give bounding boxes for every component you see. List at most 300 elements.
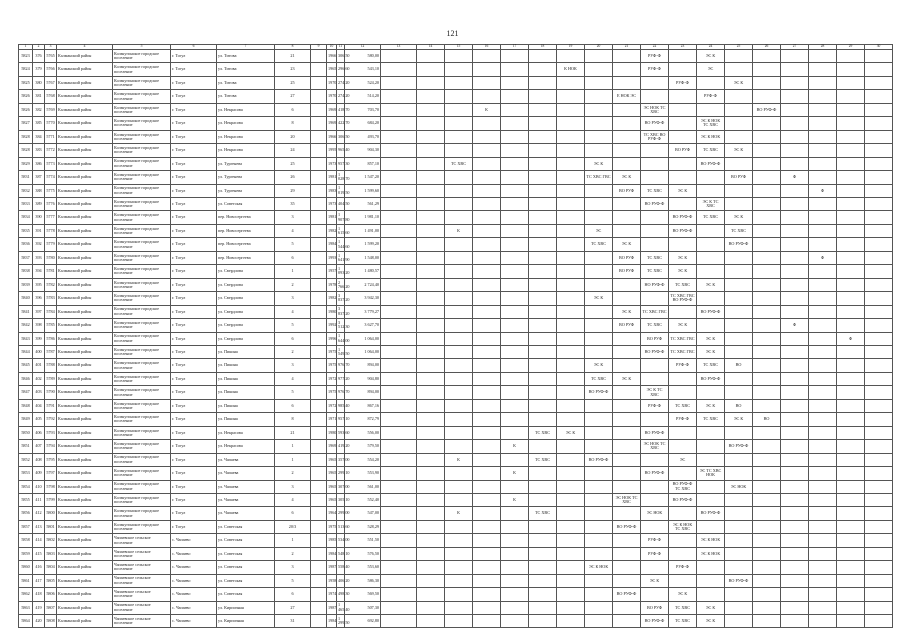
- table-cell: 904,80: [345, 372, 381, 385]
- table-cell: [865, 574, 893, 587]
- table-cell: ВО: [753, 413, 781, 426]
- table-cell: [311, 278, 327, 291]
- table-cell: [529, 50, 557, 63]
- table-cell: [613, 399, 641, 412]
- table-cell: [809, 507, 837, 520]
- table-cell: Калманский район: [57, 359, 113, 372]
- table-cell: [613, 615, 641, 628]
- table-cell: 507,30: [345, 601, 381, 614]
- table-cell: [501, 588, 529, 601]
- table-cell: [557, 601, 585, 614]
- table-cell: 3 837,20: [337, 292, 345, 305]
- table-cell: [585, 265, 613, 278]
- table-cell: [725, 467, 753, 480]
- table-cell: 5831: [19, 171, 33, 184]
- table-cell: [669, 534, 697, 547]
- table-cell: ЭС К: [697, 278, 725, 291]
- table-cell: [585, 278, 613, 291]
- table-cell: [781, 90, 809, 103]
- table-cell: [837, 144, 865, 157]
- table-cell: [697, 171, 725, 184]
- table-cell: Калманский район: [57, 601, 113, 614]
- table-cell: ул. Советская: [217, 520, 275, 533]
- table-cell: [417, 197, 445, 210]
- table-cell: [557, 319, 585, 332]
- table-row: [19, 588, 893, 601]
- table-cell: [311, 345, 327, 358]
- table-cell: с. Чапаево: [171, 574, 217, 587]
- table-cell: [381, 453, 417, 466]
- table-cell: [445, 426, 473, 439]
- table-cell: [725, 345, 753, 358]
- table-cell: [641, 90, 669, 103]
- table-cell: 5860: [19, 561, 33, 574]
- table-cell: [311, 251, 327, 264]
- table-cell: 5828: [19, 144, 33, 157]
- table-cell: г. Тогул: [171, 440, 217, 453]
- table-cell: [865, 601, 893, 614]
- table-cell: [809, 265, 837, 278]
- table-cell: 296,60: [337, 63, 345, 76]
- table-cell: [809, 278, 837, 291]
- table-cell: [417, 372, 445, 385]
- table-cell: 524,20: [345, 76, 381, 89]
- table-cell: 1957: [327, 265, 337, 278]
- table-cell: [781, 547, 809, 560]
- table-cell: [809, 305, 837, 318]
- table-cell: [641, 144, 669, 157]
- table-cell: 5787: [45, 345, 57, 358]
- table-cell: 1 615,60: [337, 224, 345, 237]
- table-cell: 556,00: [345, 426, 381, 439]
- table-cell: 21: [275, 426, 311, 439]
- table-cell: [473, 345, 501, 358]
- table-cell: ЭС К ТС ХВС: [697, 197, 725, 210]
- table-row: [19, 305, 893, 318]
- table-cell: ТС ХВС ВО РУФ-Ф: [641, 130, 669, 143]
- table-cell: [473, 453, 501, 466]
- table-cell: [473, 480, 501, 493]
- table-cell: [613, 601, 641, 614]
- table-cell: [381, 359, 417, 372]
- table-cell: [473, 359, 501, 372]
- table-cell: [837, 615, 865, 628]
- table-cell: РУФ-Ф: [641, 534, 669, 547]
- table-cell: [613, 103, 641, 116]
- table-cell: 1: [275, 440, 311, 453]
- table-cell: [501, 615, 529, 628]
- table-cell: г. Тогул: [171, 117, 217, 130]
- table-row: [19, 184, 893, 197]
- table-cell: ТС ХВС: [641, 184, 669, 197]
- table-cell: [725, 305, 753, 318]
- table-cell: 579,50: [345, 440, 381, 453]
- table-cell: 385: [33, 117, 45, 130]
- table-cell: [445, 103, 473, 116]
- table-cell: 401: [33, 359, 45, 372]
- table-cell: ЭС К: [669, 265, 697, 278]
- table-cell: ТС ХВС: [585, 372, 613, 385]
- table-cell: 404: [33, 399, 45, 412]
- table-cell: 398: [33, 319, 45, 332]
- table-cell: [501, 574, 529, 587]
- table-cell: 1 465,40: [337, 601, 345, 614]
- table-cell: 406: [33, 426, 45, 439]
- table-cell: 5783: [45, 292, 57, 305]
- table-cell: [557, 413, 585, 426]
- table-row: [19, 574, 893, 587]
- table-cell: ЭС К: [697, 332, 725, 345]
- table-cell: [753, 507, 781, 520]
- table-cell: г. Тогул: [171, 480, 217, 493]
- table-cell: [529, 278, 557, 291]
- table-cell: 684,20: [345, 117, 381, 130]
- table-cell: [697, 426, 725, 439]
- table-cell: [501, 265, 529, 278]
- table-cell: [381, 493, 417, 506]
- table-cell: [641, 171, 669, 184]
- table-cell: [697, 224, 725, 237]
- table-cell: [417, 305, 445, 318]
- table-cell: [865, 345, 893, 358]
- table-cell: [781, 50, 809, 63]
- table-cell: [445, 197, 473, 210]
- table-cell: [311, 144, 327, 157]
- table-cell: [585, 184, 613, 197]
- table-cell: г. Тогул: [171, 426, 217, 439]
- table-cell: [809, 130, 837, 143]
- table-cell: 5837: [19, 251, 33, 264]
- table-cell: 5806: [45, 588, 57, 601]
- table-cell: [311, 171, 327, 184]
- table-cell: ВО РУФ-Ф: [697, 372, 725, 385]
- table-cell: [613, 453, 641, 466]
- table-cell: [585, 534, 613, 547]
- table-cell: [781, 399, 809, 412]
- table-cell: 1972: [327, 399, 337, 412]
- table-row: [19, 130, 893, 143]
- table-cell: [753, 480, 781, 493]
- column-number-cell: 18: [529, 45, 557, 50]
- table-cell: [501, 238, 529, 251]
- table-cell: [417, 426, 445, 439]
- table-cell: 417: [33, 574, 45, 587]
- table-cell: [781, 561, 809, 574]
- table-cell: 4: [275, 372, 311, 385]
- table-cell: [613, 534, 641, 547]
- table-cell: [837, 224, 865, 237]
- table-cell: [445, 305, 473, 318]
- table-cell: г. Тогул: [171, 467, 217, 480]
- table-cell: [837, 171, 865, 184]
- table-cell: [865, 224, 893, 237]
- table-cell: [697, 103, 725, 116]
- table-cell: 5804: [45, 561, 57, 574]
- table-cell: 3 779,27: [345, 305, 381, 318]
- table-cell: Ф: [809, 184, 837, 197]
- table-cell: [809, 319, 837, 332]
- table-cell: К: [501, 467, 529, 480]
- table-cell: 418,70: [337, 103, 345, 116]
- table-cell: 2: [275, 467, 311, 480]
- table-cell: ВО РУФ-Ф: [613, 588, 641, 601]
- table-cell: с. Чапаево: [171, 588, 217, 601]
- table-cell: [781, 184, 809, 197]
- table-cell: 5850: [19, 426, 33, 439]
- table-cell: г. Тогул: [171, 224, 217, 237]
- table-cell: [417, 103, 445, 116]
- table-cell: 6: [275, 399, 311, 412]
- table-cell: 5842: [19, 319, 33, 332]
- table-row: [19, 359, 893, 372]
- table-cell: [557, 251, 585, 264]
- table-cell: Кольчугинское городское поселение: [113, 224, 171, 237]
- table-cell: г. Тогул: [171, 157, 217, 170]
- table-cell: [865, 426, 893, 439]
- table-cell: 1985: [327, 534, 337, 547]
- table-cell: [585, 615, 613, 628]
- table-cell: [381, 197, 417, 210]
- table-cell: [753, 386, 781, 399]
- table-cell: 547,00: [345, 507, 381, 520]
- table-cell: Калманский район: [57, 90, 113, 103]
- table-cell: [501, 547, 529, 560]
- table-cell: 1 599,20: [345, 238, 381, 251]
- table-cell: 894,00: [345, 359, 381, 372]
- table-cell: [445, 467, 473, 480]
- table-cell: [837, 372, 865, 385]
- table-row: [19, 386, 893, 399]
- table-cell: [697, 453, 725, 466]
- table-cell: 1 549,50: [337, 345, 345, 358]
- table-cell: 957,10: [337, 413, 345, 426]
- table-cell: 299,10: [337, 467, 345, 480]
- table-cell: 5767: [45, 76, 57, 89]
- table-cell: 5854: [19, 480, 33, 493]
- table-cell: ЭС ТС ХВС НОК: [697, 467, 725, 480]
- table-cell: [613, 413, 641, 426]
- table-cell: 392: [33, 238, 45, 251]
- table-cell: [641, 292, 669, 305]
- table-cell: [585, 588, 613, 601]
- table-cell: [529, 332, 557, 345]
- table-cell: [837, 292, 865, 305]
- table-cell: [311, 265, 327, 278]
- table-cell: [669, 63, 697, 76]
- column-number-cell: 21: [613, 45, 641, 50]
- table-cell: [725, 63, 753, 76]
- table-cell: 5808: [45, 615, 57, 628]
- table-cell: [417, 184, 445, 197]
- table-cell: [669, 90, 697, 103]
- table-cell: [669, 574, 697, 587]
- table-cell: [557, 467, 585, 480]
- table-cell: [865, 90, 893, 103]
- table-cell: 390: [33, 211, 45, 224]
- table-cell: [865, 386, 893, 399]
- table-cell: 1965: [327, 467, 337, 480]
- table-cell: 26: [275, 171, 311, 184]
- table-cell: [585, 319, 613, 332]
- table-cell: [725, 332, 753, 345]
- table-cell: [753, 359, 781, 372]
- table-cell: 1987: [327, 561, 337, 574]
- table-cell: [809, 171, 837, 184]
- table-cell: ул. Некрасова: [217, 144, 275, 157]
- table-cell: 5826: [19, 90, 33, 103]
- table-cell: 1 064,00: [345, 332, 381, 345]
- table-cell: [781, 493, 809, 506]
- table-cell: [781, 615, 809, 628]
- table-cell: [585, 332, 613, 345]
- table-cell: [641, 238, 669, 251]
- table-cell: г. Тогул: [171, 197, 217, 210]
- table-cell: [501, 386, 529, 399]
- table-cell: г. Тогул: [171, 238, 217, 251]
- table-cell: [445, 238, 473, 251]
- table-cell: [381, 224, 417, 237]
- table-cell: г. Тогул: [171, 332, 217, 345]
- table-cell: [417, 211, 445, 224]
- table-cell: [311, 130, 327, 143]
- table-cell: 419: [33, 601, 45, 614]
- table-cell: [381, 480, 417, 493]
- table-cell: [445, 265, 473, 278]
- table-cell: [837, 574, 865, 587]
- table-cell: [501, 184, 529, 197]
- table-cell: 5844: [19, 345, 33, 358]
- table-cell: [697, 574, 725, 587]
- table-cell: [809, 493, 837, 506]
- table-cell: г. Тогул: [171, 265, 217, 278]
- table-row: [19, 251, 893, 264]
- table-cell: [641, 211, 669, 224]
- table-cell: 5792: [45, 413, 57, 426]
- table-cell: [753, 372, 781, 385]
- table-cell: [865, 359, 893, 372]
- housing-register-table: [18, 44, 893, 628]
- table-cell: 1 019,50: [337, 184, 345, 197]
- table-cell: 1981: [327, 211, 337, 224]
- table-cell: 381: [33, 90, 45, 103]
- table-cell: [753, 319, 781, 332]
- table-cell: [473, 157, 501, 170]
- table-cell: [725, 251, 753, 264]
- table-cell: ТС ХВС: [641, 251, 669, 264]
- table-cell: ЭС К: [725, 76, 753, 89]
- table-row: [19, 117, 893, 130]
- table-cell: 379: [33, 63, 45, 76]
- table-cell: 5851: [19, 440, 33, 453]
- table-row: [19, 224, 893, 237]
- table-cell: [613, 278, 641, 291]
- table-cell: [501, 601, 529, 614]
- table-cell: ул. Тургенева: [217, 171, 275, 184]
- table-cell: Калманский район: [57, 197, 113, 210]
- table-cell: [585, 50, 613, 63]
- table-cell: 2: [275, 547, 311, 560]
- table-cell: [865, 50, 893, 63]
- table-cell: [417, 130, 445, 143]
- table-cell: [557, 386, 585, 399]
- table-cell: [529, 359, 557, 372]
- table-cell: [781, 534, 809, 547]
- table-cell: 1971: [327, 413, 337, 426]
- table-cell: [529, 251, 557, 264]
- table-cell: [753, 305, 781, 318]
- table-cell: г. Тогул: [171, 453, 217, 466]
- table-cell: ул. Пикина: [217, 345, 275, 358]
- table-cell: 1970: [327, 90, 337, 103]
- table-cell: 857,10: [345, 157, 381, 170]
- table-cell: [445, 561, 473, 574]
- table-cell: 569,50: [345, 588, 381, 601]
- table-cell: 5853: [19, 467, 33, 480]
- table-cell: [473, 534, 501, 547]
- table-cell: [809, 534, 837, 547]
- table-cell: 561,29: [345, 197, 381, 210]
- table-cell: 1 641,90: [337, 251, 345, 264]
- table-cell: [557, 440, 585, 453]
- table-cell: 3: [275, 480, 311, 493]
- table-row: [19, 601, 893, 614]
- table-cell: ТС ХВС: [641, 319, 669, 332]
- table-cell: [529, 547, 557, 560]
- table-cell: ул. Советская: [217, 574, 275, 587]
- table-cell: [381, 372, 417, 385]
- table-cell: г. Тогул: [171, 520, 217, 533]
- table-cell: [445, 332, 473, 345]
- table-cell: [557, 547, 585, 560]
- table-cell: 1 093,20: [337, 265, 345, 278]
- table-cell: Калманский район: [57, 50, 113, 63]
- table-cell: 306,50: [337, 50, 345, 63]
- table-cell: [473, 493, 501, 506]
- table-cell: Калманский район: [57, 574, 113, 587]
- table-row: [19, 615, 893, 628]
- table-cell: [445, 90, 473, 103]
- table-cell: 409: [33, 467, 45, 480]
- table-cell: [529, 372, 557, 385]
- table-cell: [669, 467, 697, 480]
- table-cell: ТС ХВС: [669, 399, 697, 412]
- table-cell: ул. Советская: [217, 534, 275, 547]
- column-number-cell: 12: [345, 45, 381, 50]
- table-cell: 1987: [327, 601, 337, 614]
- table-cell: [613, 292, 641, 305]
- table-cell: 5835: [19, 224, 33, 237]
- table-cell: [557, 507, 585, 520]
- table-cell: [837, 305, 865, 318]
- table-cell: [725, 588, 753, 601]
- table-cell: К: [501, 440, 529, 453]
- table-cell: г. Тогул: [171, 50, 217, 63]
- table-cell: [557, 520, 585, 533]
- table-cell: ул. Пикина: [217, 386, 275, 399]
- table-cell: ВО РУФ-Ф: [613, 520, 641, 533]
- table-cell: [725, 278, 753, 291]
- table-cell: г. Тогул: [171, 345, 217, 358]
- table-cell: [781, 467, 809, 480]
- table-cell: г. Тогул: [171, 251, 217, 264]
- table-cell: [529, 493, 557, 506]
- column-number-cell: 24: [697, 45, 725, 50]
- table-cell: Калманский район: [57, 372, 113, 385]
- table-cell: 1969: [327, 103, 337, 116]
- table-cell: 376: [33, 50, 45, 63]
- table-cell: Кольчугинское городское поселение: [113, 319, 171, 332]
- table-cell: ЭС К: [725, 211, 753, 224]
